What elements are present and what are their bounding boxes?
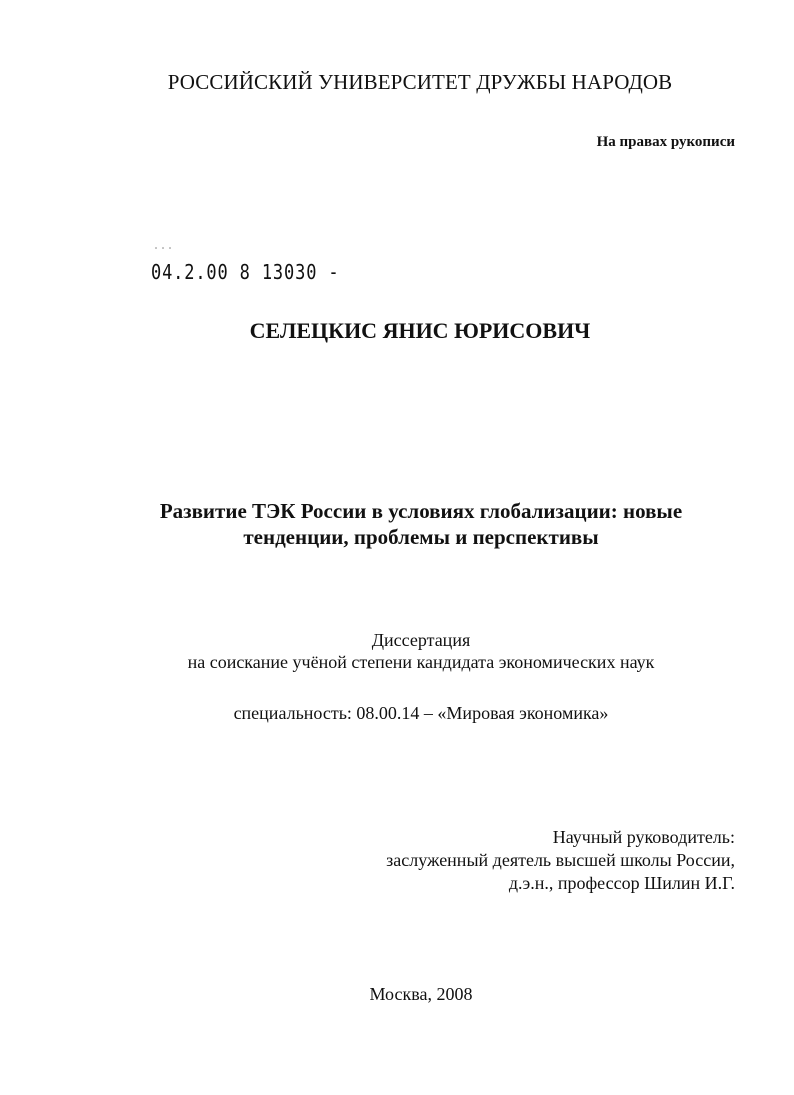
stamp-marks: ˙˙˙ — [153, 247, 175, 258]
city-year: Москва, 2008 — [369, 984, 473, 1004]
specialty: специальность: 08.00.14 – «Мировая экономика» — [233, 703, 609, 723]
registration-stamp — [151, 260, 339, 284]
stamp-number: 04.2.00 8 13030 — [151, 260, 318, 284]
supervisor-block — [386, 826, 735, 895]
university-name: РОССИЙСКИЙ УНИВЕРСИТЕТ ДРУЖБЫ НАРОДОВ — [167, 70, 673, 94]
supervisor-line-3: д.э.н., профессор Шилин И.Г. — [508, 873, 735, 893]
dissertation-type — [0, 629, 794, 673]
dissertation-line-1: Диссертация — [371, 630, 471, 650]
stamp-dash: - — [328, 260, 340, 284]
supervisor-line-1: Научный руководитель: — [552, 827, 735, 847]
author-name: СЕЛЕЦКИС ЯНИС ЮРИСОВИЧ — [249, 318, 591, 343]
title-line-1: Развитие ТЭК России в условиях глобализации: новые — [159, 499, 683, 523]
dissertation-line-2: на соискание учёной степени кандидата экономических наук — [187, 652, 655, 672]
title-line-2: тенденции, проблемы и перспективы — [243, 525, 599, 549]
dissertation-title — [0, 498, 794, 550]
manuscript-note: На правах рукописи — [596, 134, 735, 150]
supervisor-line-2: заслуженный деятель высшей школы России, — [386, 850, 735, 870]
